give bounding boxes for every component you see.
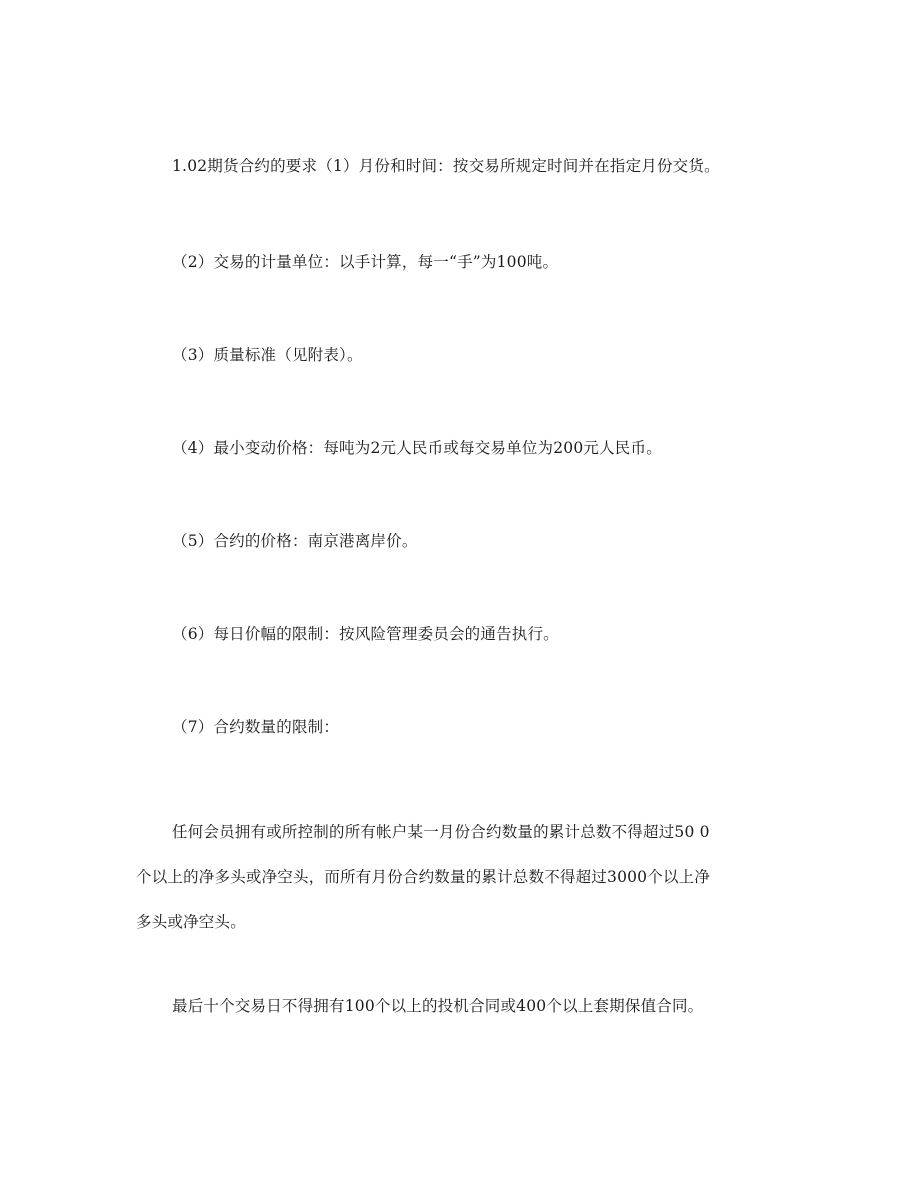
item-quality-standard: （3）质量标准（见附表）。	[172, 346, 363, 364]
last-trading-days-rule: 最后十个交易日不得拥有100个以上的投机合同或400个以上套期保值合同。	[172, 997, 704, 1015]
contract-requirements-heading: 1.02期货合约的要求（1）月份和时间：按交易所规定时间并在指定月份交货。	[172, 157, 720, 175]
item-minimum-price-change: （4）最小变动价格：每吨为2元人民币或每交易单位为200元人民币。	[172, 439, 662, 457]
item-daily-price-limit: （6）每日价幅的限制：按风险管理委员会的通告执行。	[172, 625, 559, 643]
item-trading-unit: （2）交易的计量单位：以手计算，每一“手”为100吨。	[172, 253, 559, 271]
item-contract-price: （5）合约的价格：南京港离岸价。	[172, 532, 418, 550]
paragraph-line: 多头或净空头。	[136, 913, 246, 931]
position-limit-paragraph	[136, 810, 796, 945]
paragraph-line: 任何会员拥有或所控制的所有帐户某一月份合约数量的累计总数不得超过50 0	[172, 823, 710, 841]
item-contract-quantity-limit: （7）合约数量的限制：	[172, 718, 340, 736]
paragraph-line: 个以上的净多头或净空头，而所有月份合约数量的累计总数不得超过3000个以上净	[136, 868, 711, 886]
